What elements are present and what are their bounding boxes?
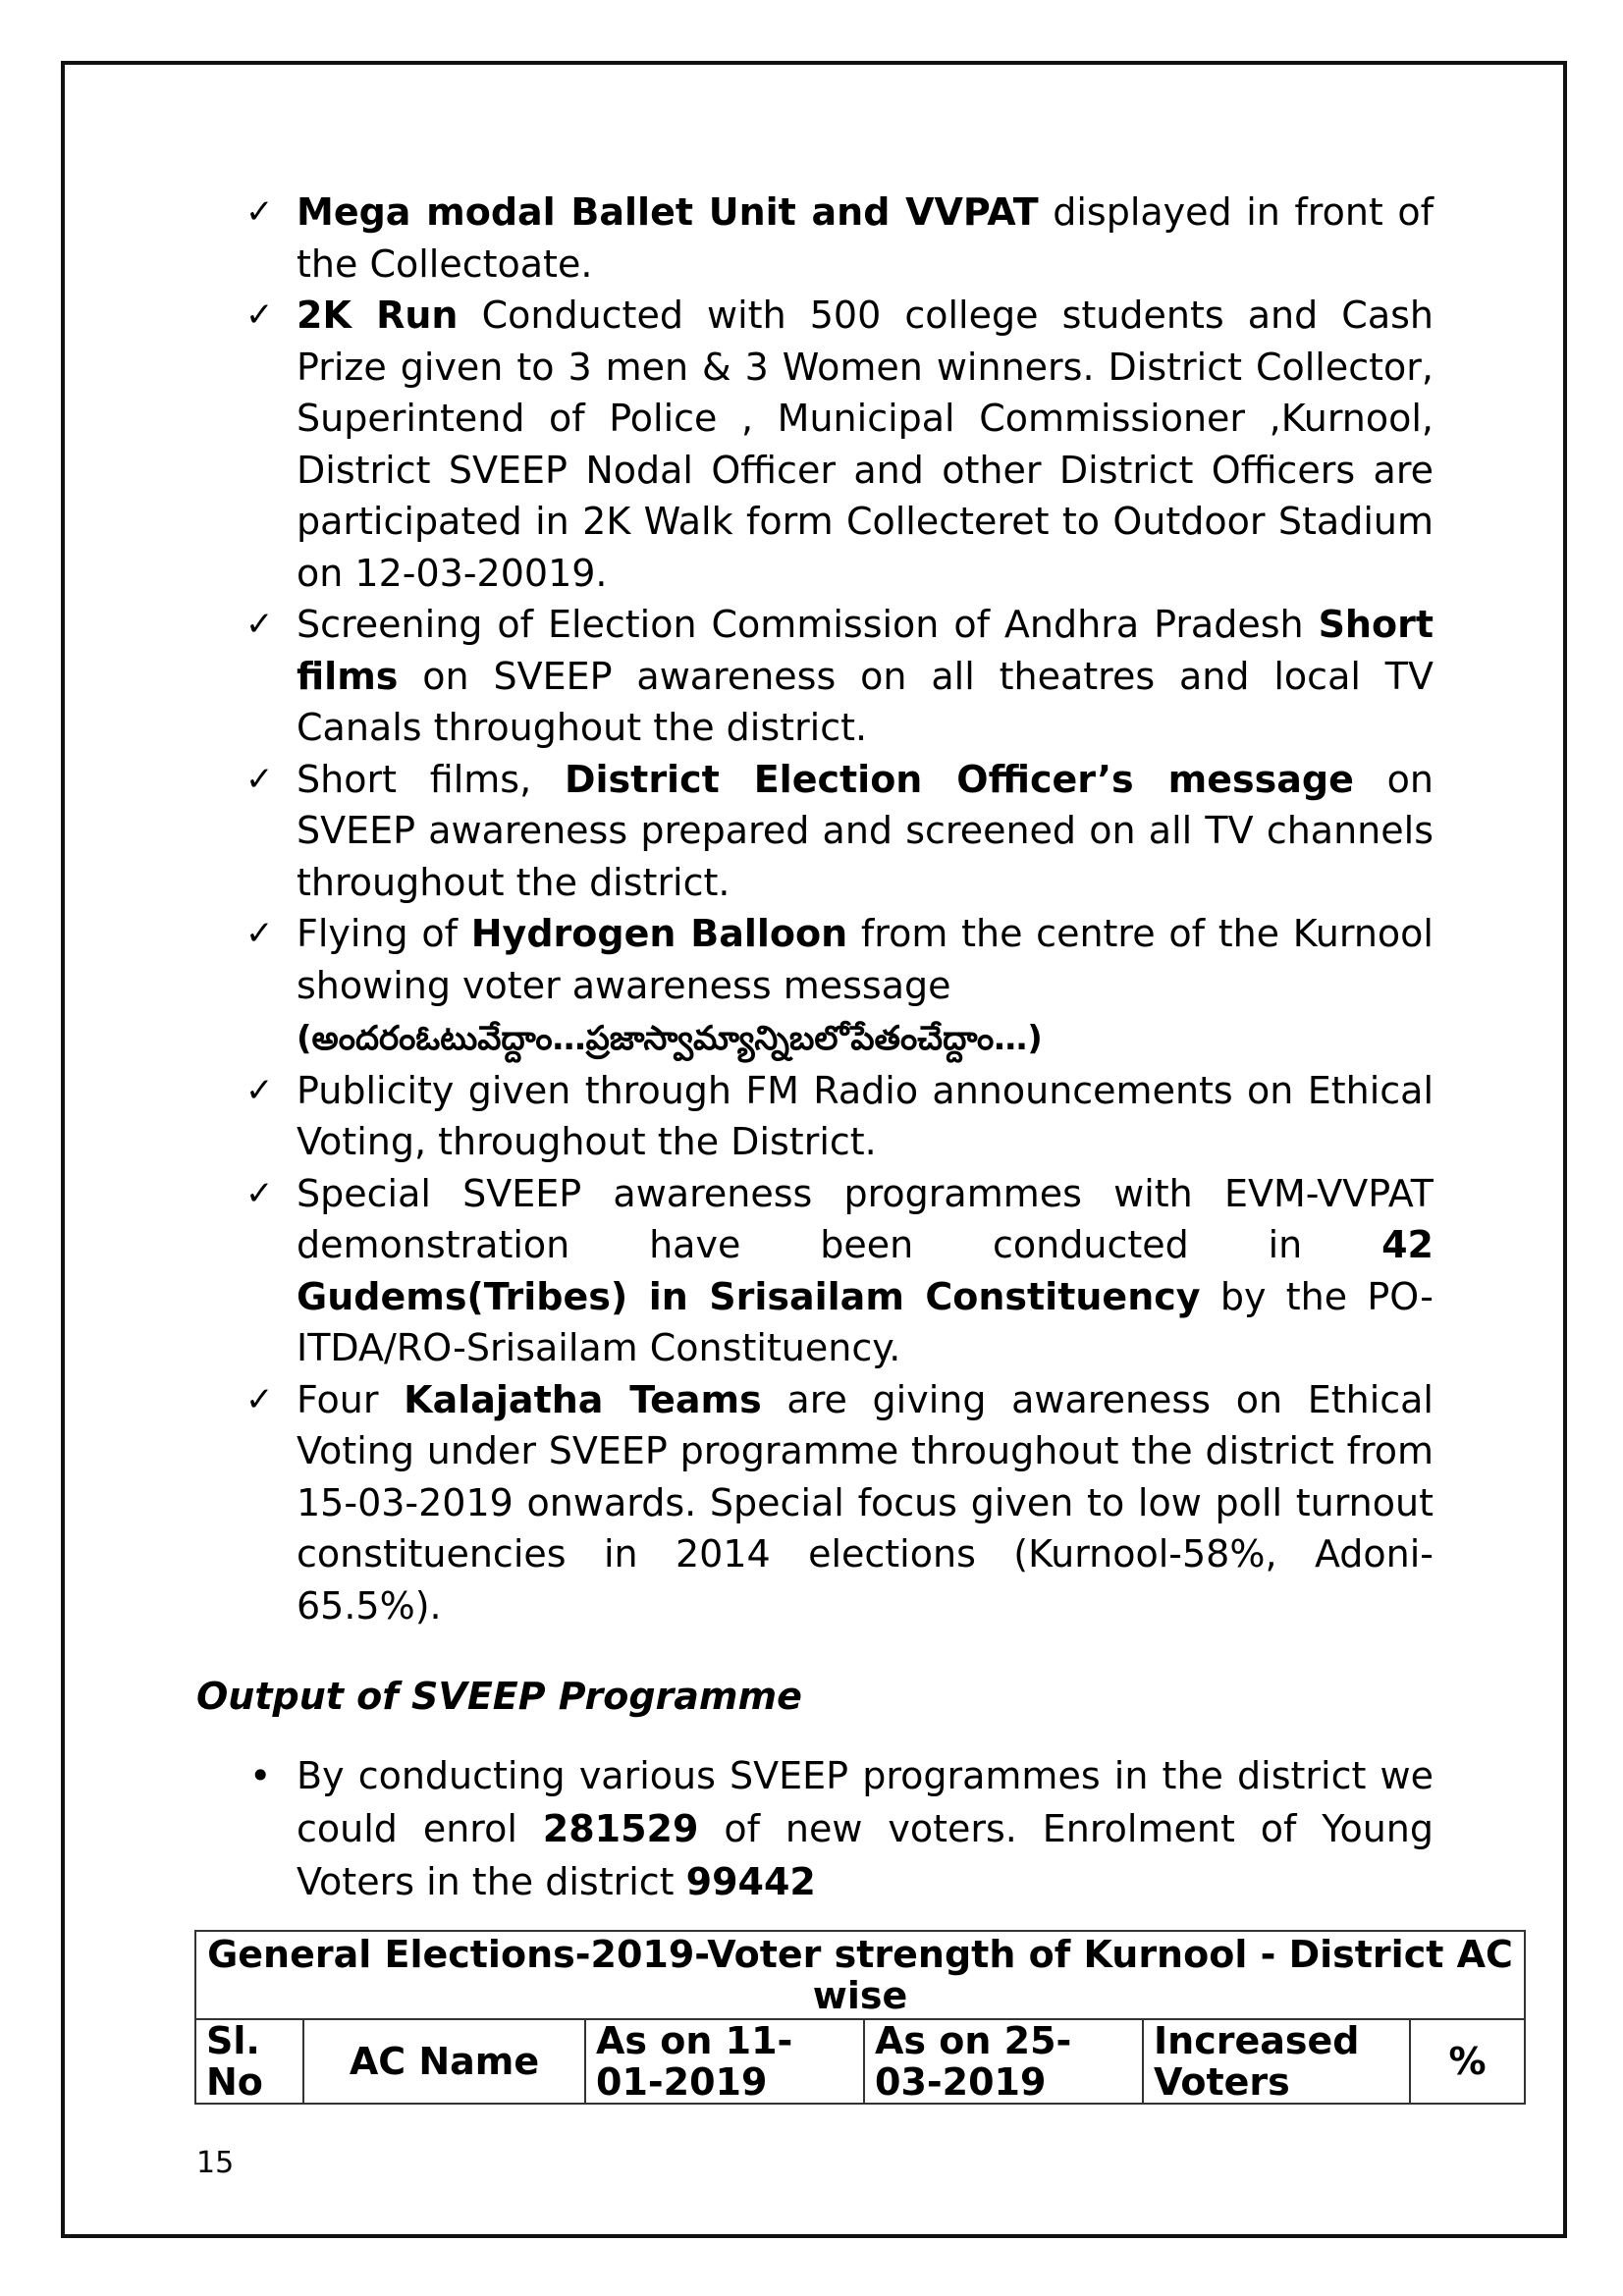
item-text: Screening of Election Commission of Andhra Pradesh: [297, 603, 1319, 646]
list-item: [196, 908, 1434, 1065]
checkmark-icon: ✓: [245, 914, 274, 953]
item-text: Conducted with 500 college students and Cash Prize given to 3 men & 3 Women winners. District Collector, Superintend of Police , Municipal Commissioner ,Kurnool, District SVEEP Nodal Officer and other District Officers are participated in 2K Walk form Collecteret to Outdoor Stadium on 12-03-20019.: [297, 294, 1434, 595]
checkmark-icon: ✓: [245, 192, 274, 232]
list-item: [196, 1749, 1434, 1908]
list-item: [196, 187, 1434, 290]
item-text: on SVEEP awareness prepared and screened on all TV channels throughout the district.: [297, 757, 1434, 904]
item-text: displayed in front of the Collectoate.: [297, 190, 1434, 286]
document-body: [196, 187, 1434, 1908]
item-bold: Mega modal Ballet Unit and VVPAT: [297, 190, 1039, 234]
checkmark-icon: ✓: [245, 1173, 274, 1213]
item-text: Flying of: [297, 912, 471, 955]
item-text: By conducting various SVEEP programmes in the district we could enrol: [297, 1754, 1434, 1850]
table-title: General Elections-2019-Voter strength of Kurnool - District AC wise: [195, 1931, 1525, 2019]
item-bold: Short films: [297, 603, 1434, 698]
checkmark-icon: ✓: [245, 1070, 274, 1110]
list-item: [196, 1065, 1434, 1168]
checkmark-icon: ✓: [245, 295, 274, 335]
column-header-increased-voters: Increased Voters: [1143, 2019, 1410, 2104]
item-bold: 2K Run: [297, 294, 459, 337]
bullet-icon: •: [249, 1754, 272, 1797]
section-heading: Output of SVEEP Programme: [196, 1675, 802, 1718]
checkmark-icon: ✓: [245, 605, 274, 644]
column-header-ac-name: AC Name: [303, 2019, 585, 2104]
list-item: [196, 754, 1434, 909]
column-header-sl-no: Sl. No: [195, 2019, 303, 2104]
item-bold: Kalajatha Teams: [404, 1377, 762, 1421]
list-item: [196, 290, 1434, 599]
checkmark-icon: ✓: [245, 1379, 274, 1419]
item-text: Publicity given through FM Radio announcements on Ethical Voting, throughout the District.: [297, 1068, 1434, 1163]
telugu-slogan: (అందరంఓటువేద్దాం…ప్రజాస్వామ్యాన్నిబలోపేతంచేద్దాం…): [297, 1019, 1043, 1058]
output-list: [196, 1749, 1434, 1908]
table-header-row: [195, 2019, 1525, 2104]
young-voters-count: 99442: [685, 1860, 816, 1903]
item-text: are giving awareness on Ethical Voting under SVEEP programme throughout the district from 15-03-2019 onwards. Special focus given to low poll turnout constituencies in 2014 elections (Kurnool-58%, Adoni-65.5%).: [297, 1377, 1434, 1628]
item-text: Four: [297, 1377, 405, 1421]
checkmark-icon: ✓: [245, 759, 274, 799]
list-item: [196, 1168, 1434, 1374]
item-bold: 42 Gudems(Tribes) in Srisailam Constituency: [297, 1223, 1434, 1318]
voter-strength-table: [194, 1930, 1526, 2105]
item-text: Special SVEEP awareness programmes with EVM-VVPAT demonstration have been conducted in: [297, 1171, 1434, 1266]
column-header-percent: %: [1410, 2019, 1525, 2104]
checklist: [196, 187, 1434, 1631]
item-text: by the PO-ITDA/RO-Srisailam Constituency.: [297, 1274, 1434, 1369]
column-header-as-on-25-03: As on 25-03-2019: [864, 2019, 1143, 2104]
column-header-as-on-11-01: As on 11-01-2019: [585, 2019, 864, 2104]
page-number: 15: [196, 2146, 235, 2180]
table-title-row: [195, 1931, 1525, 2019]
item-bold: District Election Officer’s message: [564, 757, 1354, 801]
item-bold: Hydrogen Balloon: [470, 912, 848, 955]
item-text: of new voters. Enrolment of Young Voters in the district: [297, 1807, 1434, 1903]
item-text: from the centre of the Kurnool showing voter awareness message: [297, 912, 1434, 1007]
list-item: [196, 599, 1434, 754]
new-voters-count: 281529: [542, 1807, 699, 1850]
item-text: Short films,: [297, 757, 565, 801]
item-text: on SVEEP awareness on all theatres and local TV Canals throughout the district.: [297, 654, 1434, 749]
list-item: [196, 1374, 1434, 1632]
